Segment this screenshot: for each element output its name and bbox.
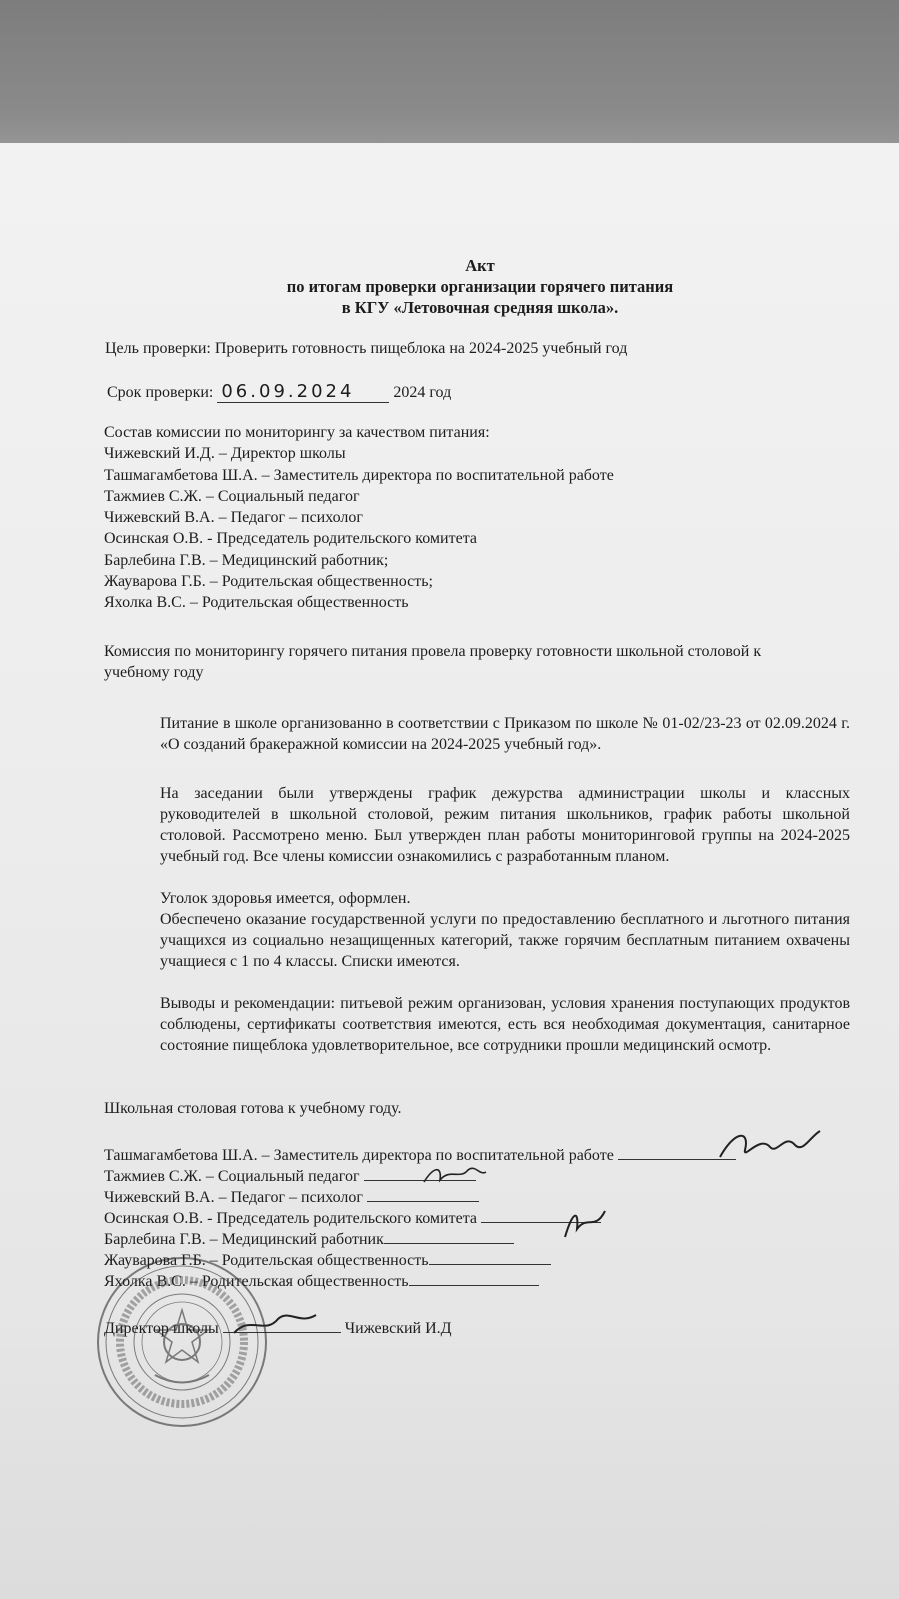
signature-blank: [384, 1229, 514, 1244]
signature-scribble: [230, 1305, 320, 1341]
commission-member: Яхолка В.С. – Родительская общественность: [104, 594, 409, 612]
commission-member: Ташмагамбетова Ш.А. – Заместитель директора по воспитательной работе: [104, 466, 614, 484]
paragraph-conclusions: Выводы и рекомендации: питьевой режим организован, условия хранения поступающих продуктов соблюдены, сертификаты соответствия имеются, есть вся необходимая документация, санитарное состояние пищеблока удовлетворительное, все сотрудники прошли медицинский осмотр.: [160, 995, 850, 1054]
commission-member: Тажмиев С.Ж. – Социальный педагог: [104, 487, 360, 505]
commission-member: Осинская О.В. - Председатель родительского комитета: [104, 530, 477, 548]
commission-member: Чижевский И.Д. – Директор школы: [104, 445, 346, 463]
paragraph-health-corner: Уголок здоровья имеется, оформлен.: [160, 890, 411, 907]
signature-blank: [409, 1271, 539, 1286]
commission-member: Чижевский В.А. – Педагог – психолог: [104, 509, 363, 527]
signature-line: Чижевский В.А. – Педагог – психолог: [104, 1187, 736, 1208]
background-surface: [0, 0, 899, 160]
inspection-purpose: Цель проверки: Проверить готовность пищеблока на 2024-2025 учебный год: [105, 340, 628, 357]
signature-blank: [367, 1187, 479, 1202]
paragraph-order: Питание в школе организованно в соответствии с Приказом по школе № 01-02/23-23 от 02.09.2024 г. «О созданий бракеражной комиссии на 2024-2025 учебный год».: [160, 715, 850, 753]
signature-line: Яхолка В.С. – Родительская общественность: [104, 1271, 736, 1292]
commission-member: Барлебина Г.В. – Медицинский работник;: [104, 551, 389, 569]
signature-line: Жауварова Г.Б. – Родительская общественность: [104, 1250, 736, 1271]
paragraph-meeting: На заседании были утверждены график дежурства администрации школы и классных руководителей в школьной столовой, режим питания школьников, график работы школьной столовой. Рассмотрено меню. Был утвержден план работы мониторинговой группы на 2024-2025 учебный год. Все члены комиссии ознакомились с разработанным планом.: [160, 785, 850, 865]
signature-line: Осинская О.В. - Председатель родительского комитета: [104, 1208, 736, 1229]
paragraph-free-meals: Обеспечено оказание государственной услуги по предоставлению бесплатного и льготного питания учащихся из социально незащищенных категорий, также горячим бесплатным питанием охвачены учащиеся с 1 по 4 классы. Списки имеются.: [160, 911, 850, 970]
signature-scribble: [555, 1205, 615, 1241]
signature-line: Барлебина Г.В. – Медицинский работник: [104, 1229, 736, 1250]
title-line-3: в КГУ «Летовочная средняя школа».: [341, 298, 619, 317]
title-line-2: по итогам проверки организации горячего питания: [286, 277, 674, 296]
conclusion-line: Школьная столовая готова к учебному году.: [104, 1100, 402, 1117]
inspection-deadline: [107, 381, 451, 403]
signature-line: Тажмиев С.Ж. – Социальный педагог: [104, 1166, 736, 1187]
document-title: [200, 255, 760, 318]
document-page: [0, 143, 899, 1599]
commission-list: [104, 422, 614, 614]
signature-scribble: [420, 1162, 490, 1188]
signature-scribble: [715, 1125, 825, 1165]
signature-line: Ташмагамбетова Ш.А. – Заместитель директора по воспитательной работе: [104, 1145, 736, 1166]
deadline-label: Срок проверки:: [107, 384, 214, 401]
signature-blank: [429, 1250, 551, 1265]
director-name: Чижевский И.Д: [344, 1320, 452, 1337]
commission-heading: Состав комиссии по мониторингу за качеством питания:: [104, 424, 490, 441]
intro-paragraph: Комиссия по мониторингу горячего питания провела проверку готовности школьной столовой к учебному году: [104, 643, 762, 681]
deadline-handwritten-date: 06.09.2024: [217, 381, 389, 403]
commission-member: Жауварова Г.Б. – Родительская общественность;: [104, 573, 433, 591]
title-line-1: Акт: [465, 256, 495, 275]
deadline-suffix: 2024 год: [393, 384, 452, 401]
official-seal: [95, 1255, 270, 1430]
director-label: Директор школы: [104, 1320, 219, 1337]
